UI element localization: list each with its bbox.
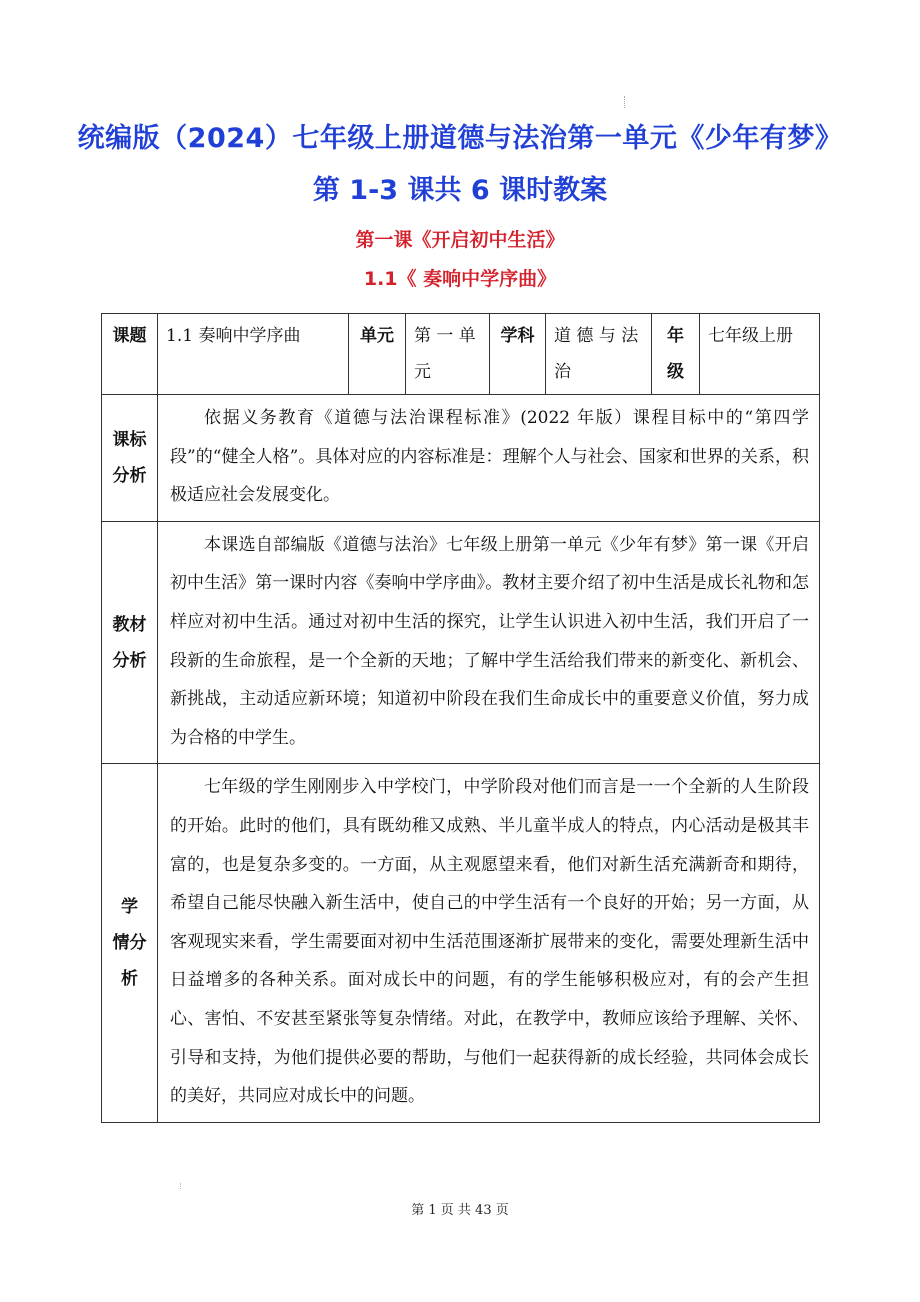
subject-value: 道 德 与 法 治 [546,314,652,395]
row-label: 教材分析 [102,521,158,764]
topic-label: 课题 [102,314,158,395]
scan-mark [624,96,626,108]
header-row [102,314,820,395]
row-content: 七年级的学生刚刚步入中学校门，中学阶段对他们而言是一一个全新的人生阶段的开始。此时的他们，具有既幼稚又成熟、半儿童半成人的特点，内心活动是极其丰富的，也是复杂多变的。一方面，从主观愿望来看，他们对新生活充满新奇和期待，希望自己能尽快融入新生活中，使自己的中学生活有一个良好的开始；另一方面，从客观现实来看，学生需要面对初中生活范围逐渐扩展带来的变化，需要处理新生活中日益增多的各种关系。面对成长中的问题，有的学生能够积极应对，有的会产生担心、害怕、不安甚至紧张等复杂情绪。对此，在教学中，教师应该给予理解、关怀、引导和支持，为他们提供必要的帮助，与他们一起获得新的成长经验，共同体会成长的美好，共同应对成长中的问题。 [158,764,820,1122]
subject-label: 学科 [490,314,546,395]
doc-title-line2: 第 1-3 课共 6 课时教案 [312,175,608,206]
unit-value: 第 一 单 元 [406,314,490,395]
doc-title-line1: 统编版（2024）七年级上册道德与法治第一单元《少年有梦》 [77,123,843,154]
row-content: 本课选自部编版《道德与法治》七年级上册第一单元《少年有梦》第一课《开启初中生活》第一课时内容《奏响中学序曲》。教材主要介绍了初中生活是成长礼物和怎样应对初中生活。通过对初中生活的探究，让学生认识进入初中生活，我们开启了一段新的生命旅程，是一个全新的天地；了解中学生活给我们带来的新变化、新机会、新挑战，主动适应新环境；知道初中阶段在我们生命成长中的重要意义价值，努力成为合格的中学生。 [158,521,820,764]
grade-label: 年级 [652,314,700,395]
table-row [102,395,820,522]
row-label: 学 情分析 [102,764,158,1122]
lesson-title: 第一课《开启初中生活》 [355,229,565,251]
row-content: 依据义务教育《道德与法治课程标准》(2022 年版）课程目标中的“第四学段”的“健全人格”。具体对应的内容标准是：理解个人与社会、国家和世界的关系，积极适应社会发展变化。 [158,395,820,522]
topic-value: 1.1 奏响中学序曲 [158,314,349,395]
section-title: 1.1《 奏响中学序曲》 [363,268,557,290]
row-label: 课标分析 [102,395,158,522]
table-row [102,764,820,1122]
table-row [102,521,820,764]
scan-mark [180,1183,182,1189]
lesson-plan-table [101,313,820,1123]
grade-value: 七年级上册 [700,314,820,395]
page-number: 第 1 页 共 43 页 [411,1203,509,1218]
unit-label: 单元 [349,314,406,395]
